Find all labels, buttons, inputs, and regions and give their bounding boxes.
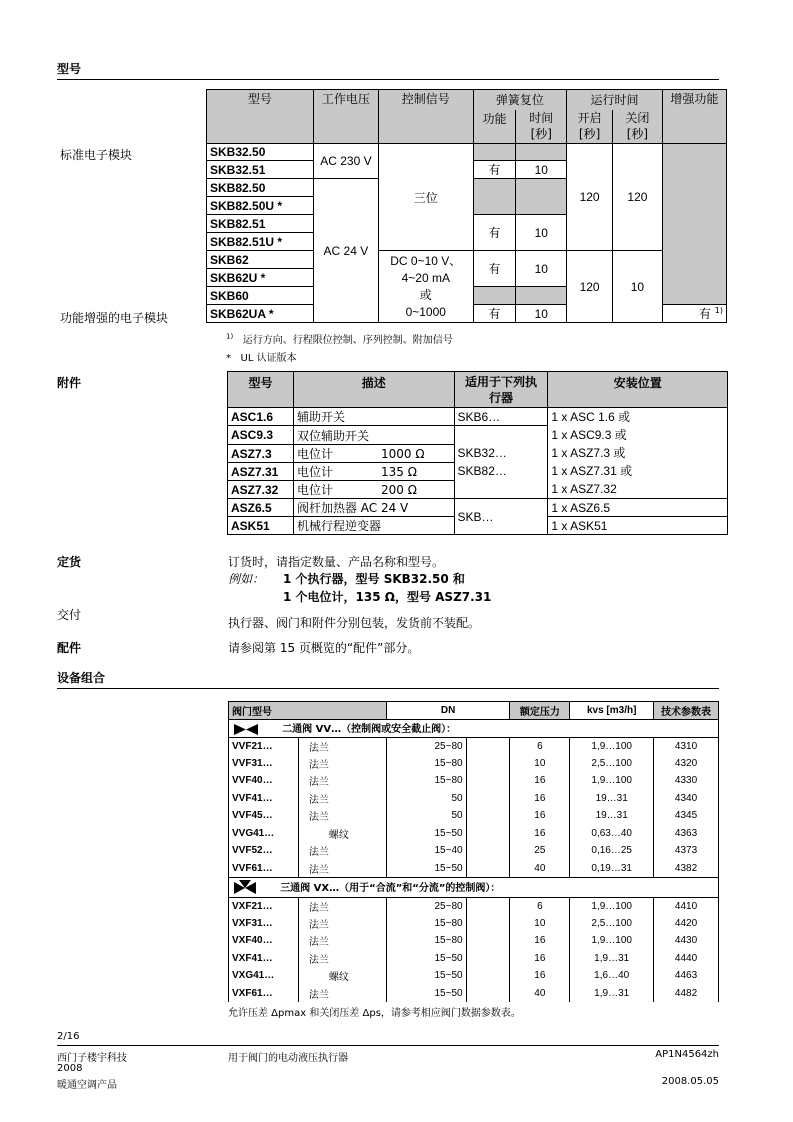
valve-row	[229, 772, 719, 790]
valve-model: VVF41…	[229, 790, 299, 808]
valve-pn: 16	[510, 950, 570, 968]
valve-connection: 法兰	[298, 950, 386, 968]
valve-connection: 法兰	[298, 807, 386, 825]
model-cell: SKB82.50U *	[207, 197, 314, 215]
valve-row	[229, 950, 719, 968]
valve-kvs: 0,16…25	[570, 842, 654, 860]
valve-row	[229, 915, 719, 933]
header-runtime: 运行时间	[567, 90, 663, 110]
acc-type: ASZ7.32	[228, 481, 294, 499]
valve-model: VXF21…	[229, 897, 299, 915]
valve-rows-2way	[229, 737, 719, 877]
valve-pn: 16	[510, 807, 570, 825]
acc-header: 适用于下列执 行器	[454, 372, 548, 408]
valve-pn: 10	[510, 755, 570, 773]
valve-model: VVF21…	[229, 737, 299, 755]
acc-type: ASK51	[228, 517, 294, 535]
signal-cell: DC 0~10 V、 4~20 mA 或 0~1000	[378, 251, 473, 323]
valve-connection: 法兰	[298, 932, 386, 950]
header-spring-time: 时间 [秒]	[516, 110, 567, 144]
valve-dn-spacer	[466, 950, 510, 968]
acc-mount: 1 x ASK51	[548, 517, 728, 535]
valve-connection: 法兰	[298, 915, 386, 933]
valve-row	[229, 897, 719, 915]
valve-connection: 法兰	[298, 842, 386, 860]
valve-model: VVF31…	[229, 755, 299, 773]
spring-time-cell: 10	[516, 215, 567, 251]
divider	[57, 79, 719, 80]
valve-datasheet: 4310	[654, 737, 719, 755]
valve-row	[229, 825, 719, 843]
acc-desc: 电位计 135 Ω	[293, 463, 454, 481]
valve-datasheet: 4440	[654, 950, 719, 968]
valve-row	[229, 860, 719, 878]
acc-header: 型号	[228, 372, 294, 408]
enhanced-cell: 有 $^{1)}$	[662, 305, 726, 323]
valve-group-3way: 三通阀 VX…（用于“合流”和“分流”的控制阀）：	[229, 877, 719, 897]
valve-model: VXF41…	[229, 950, 299, 968]
valve-kvs: 2,5…100	[570, 755, 654, 773]
valve-header-kvs: kvs [m3/h]	[570, 702, 654, 720]
valve-dn-spacer	[466, 755, 510, 773]
valve-pn: 16	[510, 772, 570, 790]
valve-dn: 50	[386, 790, 466, 808]
model-cell: SKB60	[207, 287, 314, 305]
section-ordering-title: 定货	[57, 555, 82, 569]
valve-kvs: 1,9…31	[570, 950, 654, 968]
valve-kvs: 0,19…31	[570, 860, 654, 878]
voltage-cell: AC 230 V	[313, 144, 378, 179]
valve-header-type: 阀门型号	[229, 702, 387, 720]
footer-dept: 暖通空调产品	[57, 1080, 117, 1091]
acc-desc: 电位计 200 Ω	[293, 481, 454, 499]
valve-model: VXF61…	[229, 985, 299, 1003]
spring-func-cell: 有	[473, 161, 516, 179]
spring-func-cell: 有	[473, 305, 516, 323]
valve-connection: 法兰	[298, 985, 386, 1003]
acc-type: ASZ7.3	[228, 445, 294, 463]
footnote-1: $^{1)}$ 运行方向、行程限位控制、序列控制、附加信号	[226, 332, 453, 346]
acc-type: ASZ7.31	[228, 463, 294, 481]
valve-datasheet: 4320	[654, 755, 719, 773]
valve-row	[229, 985, 719, 1003]
spring-time-cell: 10	[516, 161, 567, 179]
valve-dn: 15~50	[386, 860, 466, 878]
valve-header-pressure: 额定压力	[510, 702, 570, 720]
model-cell: SKB82.50	[207, 179, 314, 197]
valve-table	[228, 701, 719, 1002]
parts-text: 请参阅第 15 页概览的“配件”部分。	[228, 641, 420, 655]
valve-pn: 10	[510, 915, 570, 933]
valve-kvs: 19…31	[570, 807, 654, 825]
spring-func-cell: 有	[473, 215, 516, 251]
acc-type: ASC9.3	[228, 426, 294, 445]
valve-datasheet: 4373	[654, 842, 719, 860]
acc-desc: 机械行程逆变器	[293, 517, 454, 535]
valve-dn: 15~50	[386, 950, 466, 968]
section-delivery-title: 交付	[57, 608, 82, 622]
valve-datasheet: 4340	[654, 790, 719, 808]
valve-dn: 15~50	[386, 985, 466, 1003]
valve-connection: 法兰	[298, 897, 386, 915]
runtime-close-cell: 10	[612, 251, 662, 323]
signal-cell: 三位	[378, 144, 473, 251]
header-open: 开启 [秒]	[567, 110, 613, 144]
valve-datasheet: 4382	[654, 860, 719, 878]
ordering-line: 订货时，请指定数量、产品名称和型号。	[228, 555, 445, 569]
valve-dn: 15~80	[386, 772, 466, 790]
valve-model: VXF31…	[229, 915, 299, 933]
row-label-standard: 标准电子模块	[60, 148, 133, 162]
valve-datasheet: 4482	[654, 985, 719, 1003]
valve-datasheet: 4430	[654, 932, 719, 950]
section-model-title: 型号	[57, 62, 82, 76]
valve-dn: 15~80	[386, 755, 466, 773]
acc-apply: SKB6…	[454, 408, 548, 426]
valve-dn-spacer	[466, 842, 510, 860]
valve-kvs: 1,9…100	[570, 772, 654, 790]
valve-dn: 15~50	[386, 967, 466, 985]
footer-doc: AP1N4564zh	[655, 1049, 719, 1060]
ordering-example-label: 例如：	[228, 572, 265, 586]
voltage-cell: AC 24 V	[313, 179, 378, 323]
model-cell: SKB82.51U *	[207, 233, 314, 251]
valve-datasheet: 4363	[654, 825, 719, 843]
acc-type: ASC1.6	[228, 408, 294, 426]
valve-kvs: 1,9…100	[570, 897, 654, 915]
valve-row	[229, 755, 719, 773]
valve-dn-spacer	[466, 985, 510, 1003]
valve-pn: 6	[510, 897, 570, 915]
valve-kvs: 19…31	[570, 790, 654, 808]
valve-dn-spacer	[466, 772, 510, 790]
valve-datasheet: 4463	[654, 967, 719, 985]
spring-func-cell: 有	[473, 251, 516, 287]
model-table	[206, 89, 727, 323]
valve-pn: 40	[510, 985, 570, 1003]
valve-pn: 16	[510, 967, 570, 985]
valve-dn: 15~80	[386, 932, 466, 950]
valve-pn: 25	[510, 842, 570, 860]
valve-dn: 15~50	[386, 825, 466, 843]
valve-row	[229, 790, 719, 808]
acc-desc: 电位计 1000 Ω	[293, 445, 454, 463]
valve-dn: 15~80	[386, 915, 466, 933]
row-label-enhanced: 功能增强的电子模块	[60, 311, 169, 325]
valve-datasheet: 4345	[654, 807, 719, 825]
valve-dn-spacer	[466, 807, 510, 825]
page-number: 2/16	[57, 1031, 80, 1042]
ordering-example-1: 1 个执行器，型号 SKB32.50 和	[283, 572, 465, 586]
valve-kvs: 1,9…100	[570, 932, 654, 950]
valve-connection: 法兰	[298, 860, 386, 878]
model-cell: SKB62UA *	[207, 305, 314, 323]
valve-row	[229, 842, 719, 860]
footer-date: 2008.05.05	[661, 1076, 719, 1087]
footer-title: 用于阀门的电动液压执行器	[228, 1053, 348, 1064]
valve-pn: 40	[510, 860, 570, 878]
model-cell: SKB62	[207, 251, 314, 269]
delivery-text: 执行器、阀门和附件分别包装，发货前不装配。	[228, 616, 481, 630]
valve-dn-spacer	[466, 897, 510, 915]
valve-pn: 16	[510, 932, 570, 950]
runtime-open-cell: 120	[567, 144, 613, 251]
valve-model: VVF45…	[229, 807, 299, 825]
valve-kvs: 1,9…31	[570, 985, 654, 1003]
divider	[57, 1045, 719, 1046]
two-way-valve-icon	[233, 723, 259, 736]
model-cell: SKB32.51	[207, 161, 314, 179]
valve-dn-spacer	[466, 737, 510, 755]
header-enhanced: 增强功能	[662, 90, 726, 144]
valve-dn: 25~80	[386, 737, 466, 755]
footer-year: 2008	[57, 1063, 83, 1074]
footer-company: 西门子楼宇科技	[57, 1053, 127, 1064]
valve-dn: 50	[386, 807, 466, 825]
valve-kvs: 1,9…100	[570, 737, 654, 755]
valve-dn-spacer	[466, 825, 510, 843]
acc-desc: 辅助开关	[293, 408, 454, 426]
valve-dn: 25~80	[386, 897, 466, 915]
valve-connection: 法兰	[298, 790, 386, 808]
valve-row	[229, 737, 719, 755]
valve-kvs: 1,6…40	[570, 967, 654, 985]
header-spring: 弹簧复位	[473, 90, 567, 110]
valve-model: VVG41…	[229, 825, 299, 843]
valve-model: VVF40…	[229, 772, 299, 790]
acc-desc: 阀杆加热器 AC 24 V	[293, 499, 454, 517]
acc-type: ASZ6.5	[228, 499, 294, 517]
ordering-example-2: 1 个电位计，135 Ω，型号 ASZ7.31	[283, 590, 492, 604]
valve-dn-spacer	[466, 967, 510, 985]
model-cell: SKB82.51	[207, 215, 314, 233]
valve-row	[229, 807, 719, 825]
valve-model: VXG41…	[229, 967, 299, 985]
acc-header: 安装位置	[548, 372, 728, 408]
three-way-valve-icon	[233, 880, 257, 896]
header-type: 型号	[207, 90, 314, 144]
acc-mount: 1 x ASZ6.5	[548, 499, 728, 517]
spring-time-cell: 10	[516, 251, 567, 287]
valve-connection: 法兰	[298, 772, 386, 790]
valve-connection: 法兰	[298, 737, 386, 755]
runtime-close-cell: 120	[612, 144, 662, 251]
header-close: 关闭 [秒]	[612, 110, 662, 144]
section-accessories-title: 附件	[57, 376, 82, 390]
valve-dn-spacer	[466, 860, 510, 878]
valve-datasheet: 4420	[654, 915, 719, 933]
valve-header-datasheet: 技术参数表	[654, 702, 719, 720]
valve-dn-spacer	[466, 932, 510, 950]
valve-connection: 螺纹	[298, 967, 386, 985]
section-parts-title: 配件	[57, 641, 82, 655]
valve-model: VVF52…	[229, 842, 299, 860]
valve-row	[229, 967, 719, 985]
runtime-open-cell: 120	[567, 251, 613, 323]
valve-group-2way: 二通阀 VV…（控制阀或安全截止阀）：	[229, 719, 719, 737]
acc-apply: SKB…	[454, 499, 548, 535]
spring-time-cell: 10	[516, 305, 567, 323]
valve-dn-spacer	[466, 790, 510, 808]
footnote-2: * UL 认证版本	[226, 353, 297, 364]
valve-row	[229, 932, 719, 950]
valve-pn: 16	[510, 790, 570, 808]
accessories-table	[227, 371, 728, 535]
valve-pn: 6	[510, 737, 570, 755]
acc-apply: SKB32… SKB82…	[454, 426, 548, 499]
header-voltage: 工作电压	[313, 90, 378, 144]
valve-datasheet: 4410	[654, 897, 719, 915]
model-cell: SKB32.50	[207, 144, 314, 161]
valve-dn: 15~40	[386, 842, 466, 860]
valve-pn: 16	[510, 825, 570, 843]
model-cell: SKB62U *	[207, 269, 314, 287]
header-spring-func: 功能	[473, 110, 516, 144]
acc-header: 描述	[293, 372, 454, 408]
section-equipment-title: 设备组合	[57, 671, 106, 685]
valve-connection: 法兰	[298, 755, 386, 773]
valve-model: VVF61…	[229, 860, 299, 878]
header-signal: 控制信号	[378, 90, 473, 144]
valve-kvs: 2,5…100	[570, 915, 654, 933]
valve-connection: 螺纹	[298, 825, 386, 843]
valve-kvs: 0,63…40	[570, 825, 654, 843]
valve-header-dn: DN	[386, 702, 510, 720]
valve-dn-spacer	[466, 915, 510, 933]
valve-model: VXF40…	[229, 932, 299, 950]
acc-mount: 1 x ASC 1.6 或 1 x ASC9.3 或 1 x ASZ7.3 或 1 x ASZ7.31 或 1 x ASZ7.32	[548, 408, 728, 499]
valve-datasheet: 4330	[654, 772, 719, 790]
divider	[57, 688, 719, 689]
valve-rows-3way	[229, 897, 719, 1002]
valve-note: 允许压差 Δpmax 和关闭压差 Δps，请参考相应阀门数据参数表。	[228, 1008, 521, 1019]
acc-desc: 双位辅助开关	[293, 426, 454, 445]
